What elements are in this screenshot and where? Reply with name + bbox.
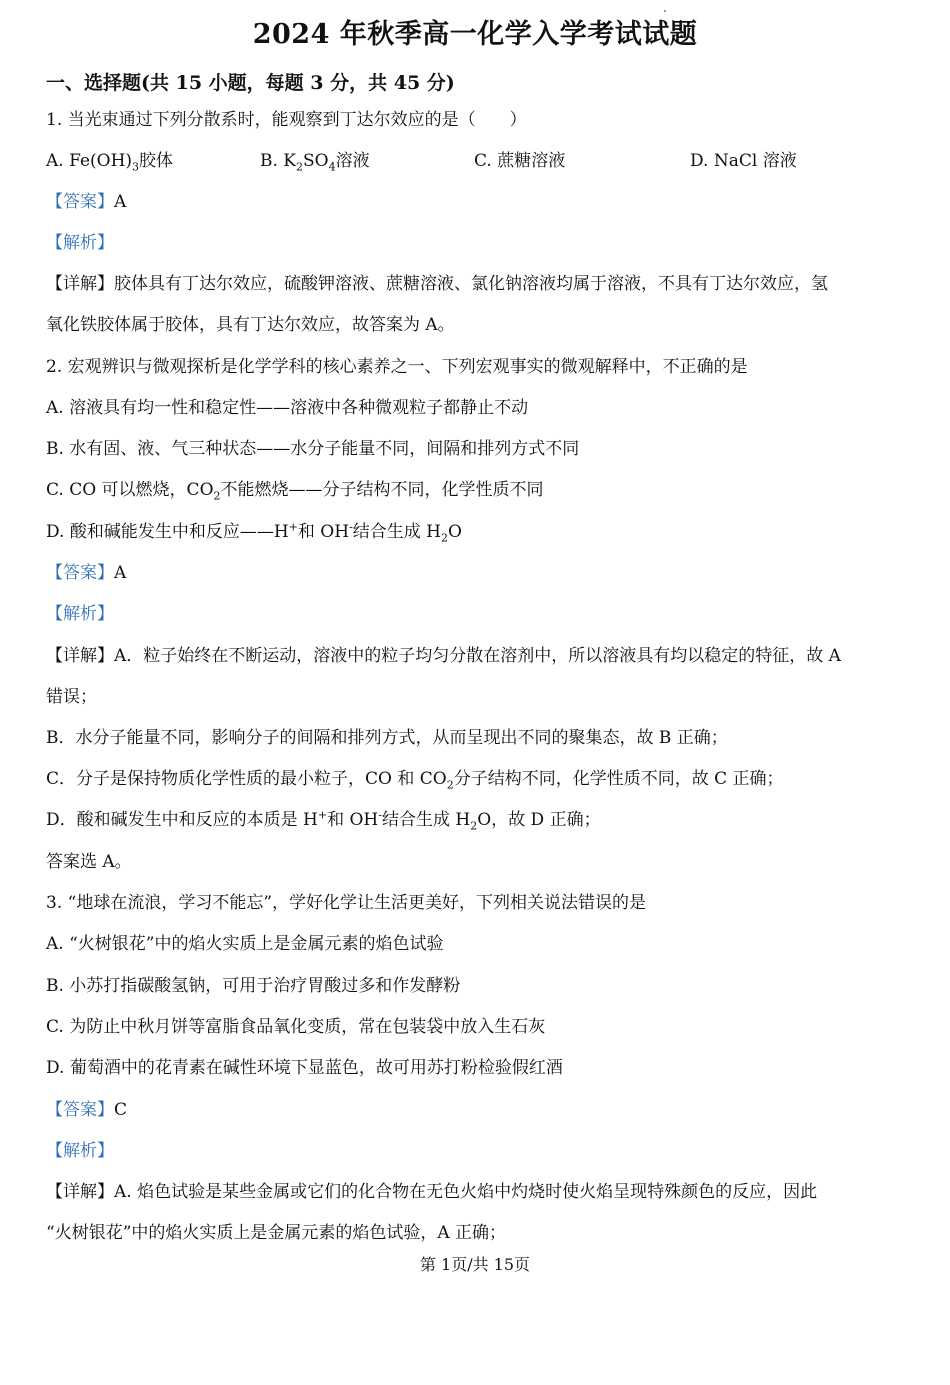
q3-option-c: C. 为防止中秋月饼等富脂食品氧化变质，常在包装袋中放入生石灰 xyxy=(46,1017,546,1037)
q1-option-d: D. NaCl 溶液 xyxy=(690,151,797,171)
q1-option-a: A. $Fe(OH)_3$胶体 xyxy=(46,151,174,174)
q2-option-b: B. 水有固、液、气三种状态——水分子能量不同，间隔和排列方式不同 xyxy=(46,439,580,459)
q1-option-c: C. 蔗糖溶液 xyxy=(474,151,566,171)
q2-detail-line1: 【详解】A．粒子始终在不断运动，溶液中的粒子均匀分散在溶剂中，所以溶液具有均以稳定的特征，故 A xyxy=(46,646,841,666)
q1-option-b: B. $K_2SO_4$溶液 xyxy=(260,151,370,174)
q3-detail-line2: “火树银花”中的焰火实质上是金属元素的焰色试验，A 正确； xyxy=(46,1223,507,1243)
q2-stem: 2. 宏观辨识与微观探析是化学学科的核心素养之一、下列宏观事实的微观解释中，不正确的是 xyxy=(46,357,748,377)
q2-detail-line3: B．水分子能量不同，影响分子的间隔和排列方式，从而呈现出不同的聚集态，故 B 正确； xyxy=(46,728,728,748)
q2-analysis-label: 【解析】 xyxy=(46,604,114,624)
q1-answer: 【答案】A xyxy=(46,192,127,212)
q2-option-d: D. 酸和碱能发生中和反应——H+和 OH-结合生成 $H_2O$ xyxy=(46,520,462,545)
q3-analysis-label: 【解析】 xyxy=(46,1141,114,1161)
q3-detail-line1: 【详解】A. 焰色试验是某些金属或它们的化合物在无色火焰中灼烧时使火焰呈现特殊颜色的反应，因此 xyxy=(46,1182,818,1202)
q2-option-c: C. CO 可以燃烧，$CO_2$不能燃烧——分子结构不同，化学性质不同 xyxy=(46,480,544,503)
q2-detail-line2: 错误； xyxy=(46,687,97,707)
page-title: 2024 年秋季高一化学入学考试试题 xyxy=(252,19,698,50)
section-heading: 一、选择题(共 15 小题，每题 3 分，共 45 分) xyxy=(46,72,455,94)
q3-stem: 3. “地球在流浪，学习不能忘”，学好化学让生活更美好，下列相关说法错误的是 xyxy=(46,893,647,913)
q1-stem: 1. 当光束通过下列分散系时，能观察到丁达尔效应的是（ ） xyxy=(46,110,527,130)
q1-detail-line2: 氧化铁胶体属于胶体，具有丁达尔效应，故答案为 A。 xyxy=(46,315,455,335)
page-footer: 第 1页/共 15页 xyxy=(419,1255,531,1274)
q1-analysis-label: 【解析】 xyxy=(46,233,114,253)
q3-option-d: D. 葡萄酒中的花青素在碱性环境下显蓝色，故可用苏打粉检验假红酒 xyxy=(46,1058,563,1078)
q2-detail-line4: C．分子是保持物质化学性质的最小粒子，CO 和 $CO_2$分子结构不同，化学性质不同，故 C 正确； xyxy=(46,769,784,792)
q3-option-a: A. “火树银花”中的焰火实质上是金属元素的焰色试验 xyxy=(46,934,444,954)
q2-conclusion: 答案选 A。 xyxy=(46,852,132,872)
q3-option-b: B. 小苏打指碳酸氢钠，可用于治疗胃酸过多和作发酵粉 xyxy=(46,976,461,996)
q3-answer: 【答案】C xyxy=(46,1100,128,1120)
q2-option-a: A. 溶液具有均一性和稳定性——溶液中各种微观粒子都静止不动 xyxy=(46,398,529,418)
q2-detail-line5: D．酸和碱发生中和反应的本质是 H+和 OH-结合生成 $H_2O$，故 D 正确； xyxy=(46,808,601,833)
q1-detail-line1: 【详解】胶体具有丁达尔效应，硫酸钾溶液、蔗糖溶液、氯化钠溶液均属于溶液，不具有丁达尔效应，氢 xyxy=(46,274,828,294)
q2-answer: 【答案】A xyxy=(46,563,127,583)
